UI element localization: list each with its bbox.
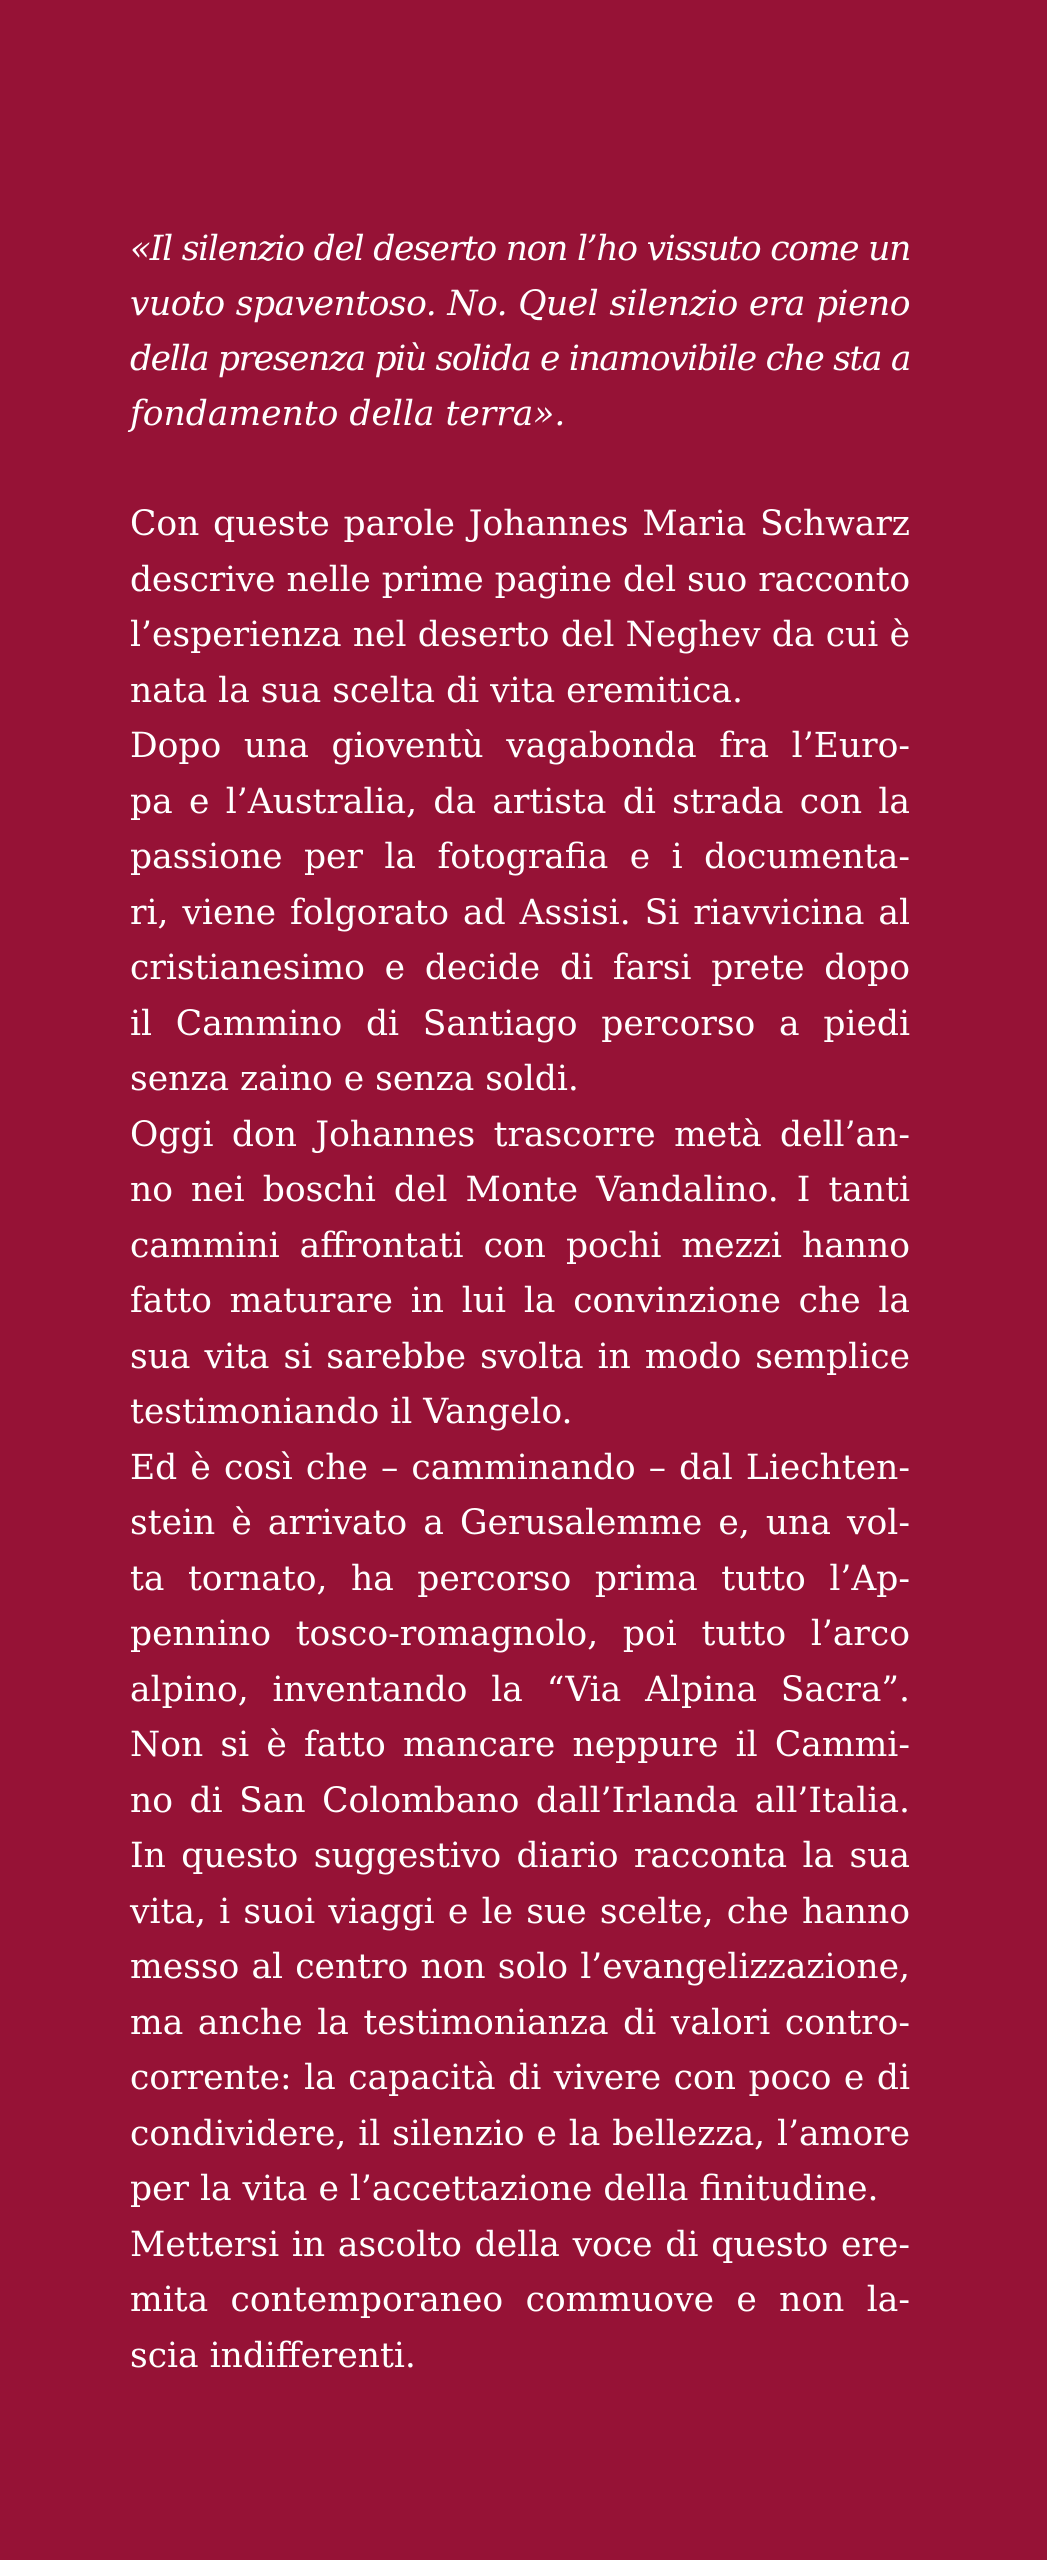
quote-line: «Il silenzio del deserto non l’ho vissuto come un	[130, 229, 910, 269]
text-line: scia indifferenti.	[130, 2335, 416, 2376]
text-line: passione per la fotografia e i documenta-	[130, 837, 910, 877]
text-line: nata la sua scelta di vita eremitica.	[130, 670, 743, 711]
text-line: corrente: la capacità di vivere con poco e di	[130, 2058, 910, 2098]
text-line: per la vita e l’accettazione della finitudine.	[130, 2169, 879, 2209]
paragraph-today	[130, 1108, 910, 1441]
text-line: Con queste parole Johannes Maria Schwarz	[130, 504, 910, 544]
text-line: Dopo una gioventù vagabonda fra l’Euro-	[130, 726, 910, 766]
paragraph-youth	[130, 719, 910, 1108]
text-line: Mettersi in ascolto della voce di questo ere-	[130, 2224, 910, 2265]
text-line: no nei boschi del Monte Vandalino. I tanti	[130, 1170, 910, 1210]
text-line: l’esperienza nel deserto del Neghev da cui è	[130, 615, 910, 655]
text-line: testimoniando il Vangelo.	[130, 1392, 573, 1432]
text-line: sua vita si sarebbe svolta in modo semplice	[130, 1336, 910, 1377]
quote-line: della presenza più solida e inamovibile che sta a	[130, 339, 910, 379]
paragraph-intro	[130, 497, 910, 719]
text-line: mita contemporaneo commuove e non la-	[130, 2280, 910, 2320]
text-line: no di San Colombano dall’Irlanda all’Italia.	[130, 1780, 910, 1821]
text-line: descrive nelle prime pagine del suo racconto	[130, 559, 910, 600]
quote-line: fondamento della terra».	[130, 394, 566, 434]
epigraph-quote	[130, 222, 910, 442]
cover-text	[130, 222, 910, 2384]
text-line: ri, viene folgorato ad Assisi. Si riavvicina al	[130, 892, 910, 933]
text-line: alpino, inventando la “Via Alpina Sacra”.	[130, 1669, 910, 1710]
text-line: ta tornato, ha percorso prima tutto l’Ap-	[130, 1558, 910, 1599]
text-line: Ed è così che – camminando – dal Liechten-	[130, 1447, 910, 1488]
text-line: messo al centro non solo l’evangelizzazione,	[130, 1947, 910, 1987]
text-line: cammini affrontati con pochi mezzi hanno	[130, 1225, 910, 1266]
text-line: stein è arrivato a Gerusalemme e, una vol-	[130, 1503, 910, 1543]
text-line: senza zaino e senza soldi.	[130, 1059, 579, 1099]
text-line: ma anche la testimonianza di valori contro-	[130, 2002, 910, 2043]
text-line: pennino tosco-romagnolo, poi tutto l’arco	[130, 1614, 910, 1654]
text-line: condividere, il silenzio e la bellezza, l’amore	[130, 2113, 910, 2154]
text-line: Oggi don Johannes trascorre metà dell’an-	[130, 1114, 910, 1155]
text-line: vita, i suoi viaggi e le sue scelte, che hanno	[130, 1891, 910, 1932]
text-line: Non si è fatto mancare neppure il Cammi-	[130, 1725, 910, 1765]
paragraph-closing	[130, 2218, 910, 2385]
quote-line: vuoto spaventoso. No. Quel silenzio era pieno	[130, 284, 910, 324]
text-line: In questo suggestivo diario racconta la sua	[130, 1836, 910, 1876]
text-line: pa e l’Australia, da artista di strada con la	[130, 781, 910, 822]
text-line: fatto maturare in lui la convinzione che la	[130, 1281, 910, 1321]
paragraph-journeys	[130, 1441, 910, 2218]
text-line: il Cammino di Santiago percorso a piedi	[130, 1003, 910, 1044]
text-line: cristianesimo e decide di farsi prete dopo	[130, 948, 910, 988]
